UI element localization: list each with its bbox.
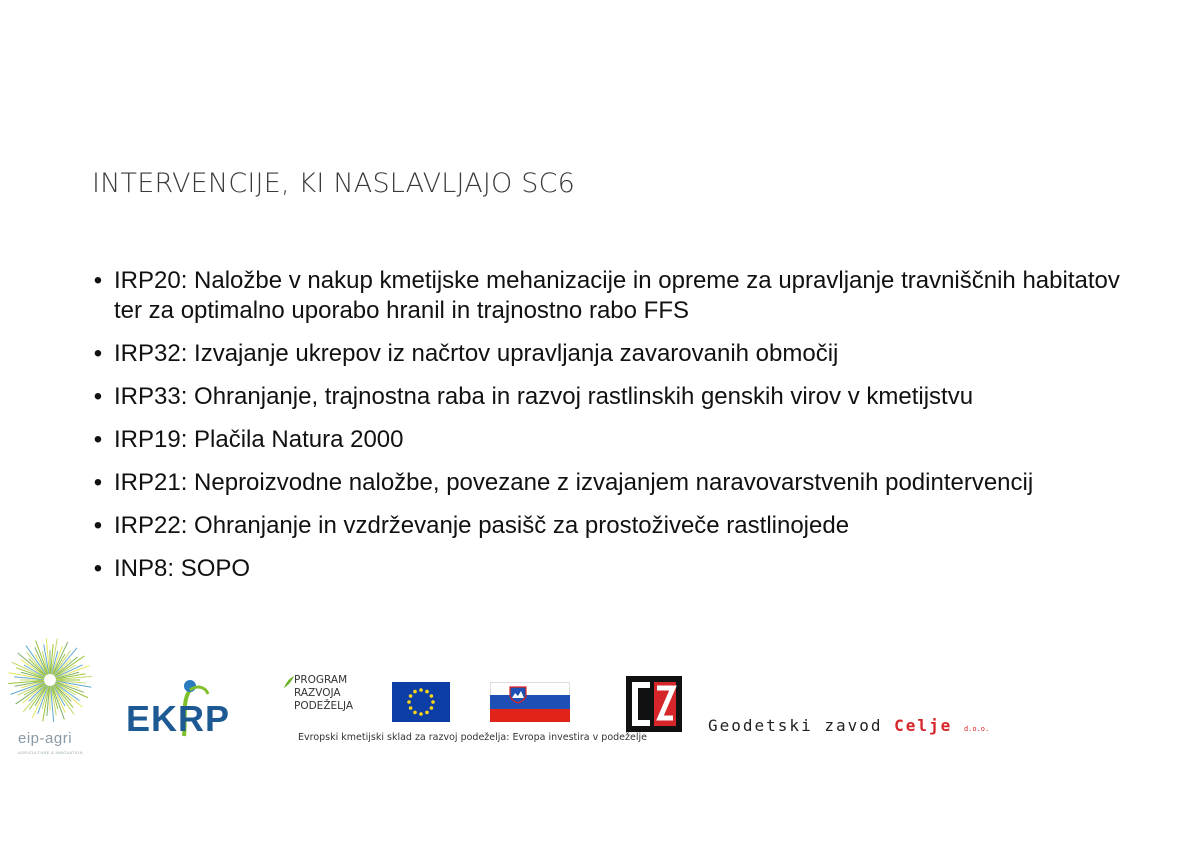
gz-name-part1: Geodetski zavod	[708, 716, 883, 735]
eafrd-caption: Evropski kmetijski sklad za razvoj podeželja: Evropa investira v podeželje	[298, 732, 647, 743]
bullet-marker: •	[93, 555, 103, 582]
prp-line: PODEŽELJA	[294, 700, 354, 712]
gz-logo	[624, 674, 684, 734]
eip-agri-burst-icon	[4, 634, 96, 730]
eip-agri-logo	[4, 634, 96, 759]
slovenia-coat-of-arms-icon	[508, 686, 528, 704]
gz-name-part3: d.o.o.	[963, 725, 990, 733]
bullet-text: IRP21: Neproizvodne naložbe, povezane z izvajanjem naravovarstvenih podintervencij	[114, 469, 1034, 496]
slide-title: INTERVENCIJE, KI NASLAVLJAJO SC6	[92, 168, 576, 199]
bullet-text: IRP19: Plačila Natura 2000	[114, 426, 404, 453]
list-item	[88, 425, 1148, 455]
prp-logo	[282, 674, 352, 734]
list-item	[88, 339, 1148, 369]
list-item	[88, 554, 1148, 584]
gz-name-part2: Celje	[894, 716, 953, 735]
bullet-text: INP8: SOPO	[114, 555, 251, 582]
bullet-list	[88, 266, 1148, 597]
eip-agri-text: eip-agri	[18, 730, 73, 747]
bullet-marker: •	[93, 340, 103, 367]
bullet-text: IRP22: Ohranjanje in vzdrževanje pasišč za prostoživeče rastlinojede	[114, 512, 850, 539]
bullet-marker: •	[93, 267, 103, 294]
list-item	[88, 511, 1148, 541]
bullet-marker: •	[93, 426, 103, 453]
prp-line: RAZVOJA	[294, 687, 341, 699]
bullet-marker: •	[93, 383, 103, 410]
eu-flag	[392, 682, 450, 722]
list-item	[88, 266, 1148, 326]
eip-agri-subtext: AGRICULTURE & INNOVATION	[18, 750, 83, 755]
gz-company-name	[708, 716, 989, 735]
bullet-text: IRP33: Ohranjanje, trajnostna raba in razvoj rastlinskih genskih virov v kmetijstvu	[114, 383, 974, 410]
bullet-text: IRP20: Naložbe v nakup kmetijske mehanizacije in opreme za upravljanje travniščnih habitatov ter za optimalno uporabo hranil in trajnostno rabo FFS	[114, 267, 1120, 324]
logo-strip	[0, 630, 1193, 770]
bullet-marker: •	[93, 469, 103, 496]
eu-stars-icon	[392, 682, 450, 722]
ekrp-logo	[126, 676, 252, 746]
bullet-text: IRP32: Izvajanje ukrepov iz načrtov upravljanja zavarovanih območij	[114, 340, 839, 367]
gz-mark-icon	[624, 674, 684, 734]
list-item	[88, 468, 1148, 498]
list-item	[88, 382, 1148, 412]
slovenia-flag	[490, 682, 570, 722]
ekrp-text: EKRP	[126, 698, 231, 739]
bullet-marker: •	[93, 512, 103, 539]
prp-line: PROGRAM	[294, 674, 348, 686]
